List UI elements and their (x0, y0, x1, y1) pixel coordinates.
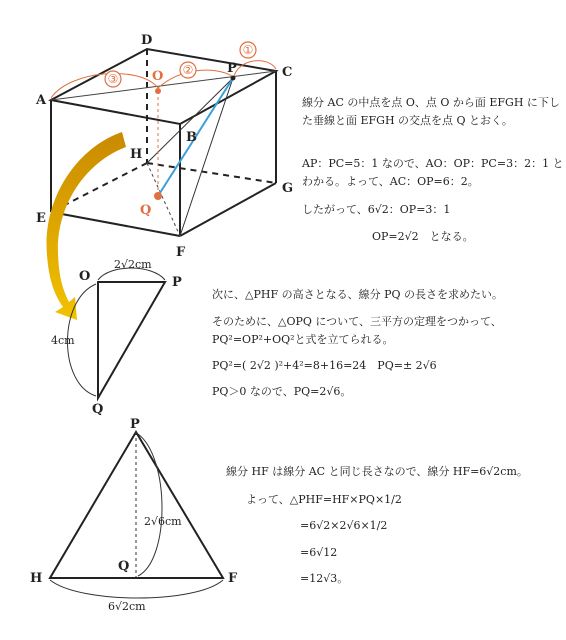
label-g: G (282, 181, 294, 196)
text-p5-line1: そのために、△OPQ について、三平方の定理をつかって、 (212, 315, 502, 328)
label-c: C (282, 65, 293, 80)
tri2-label-h: H (30, 571, 43, 586)
label-e: E (36, 211, 46, 226)
marker-2-text: ② (182, 63, 194, 77)
text-p8-line1: 線分 HF は線分 AC と同じ長さなので、線分 HF=6√2cm。 (226, 465, 528, 478)
marker-2 (180, 62, 196, 78)
cube-top-face (51, 49, 276, 124)
arc-hf-dim (50, 580, 223, 598)
text-p2-line1: AP：PC=5：1 なので、AO：OP：PC=3：2：1 と (302, 157, 564, 170)
dim-oq: 4cm (51, 334, 75, 347)
label-d: D (141, 33, 153, 48)
triangle-phf (30, 417, 238, 613)
marker-3 (105, 71, 121, 87)
label-h: H (130, 147, 143, 162)
tri2-label-q: Q (118, 559, 130, 574)
triangle-opq-outline (98, 282, 165, 398)
tri2-label-p: P (130, 417, 140, 432)
text-p3-line1: したがって、6√2：OP=3：1 (302, 203, 451, 216)
diagonal-ac (51, 71, 276, 100)
segment-hf-hidden (147, 163, 180, 236)
text-p2-line2: わかる。よって、AC：OP=6：2。 (302, 175, 479, 188)
text-p4-line1: 次に、△PHF の高さとなる、線分 PQ の長さを求めたい。 (212, 288, 503, 301)
dim-op: 2√2cm (114, 258, 152, 271)
point-o (155, 88, 161, 94)
text-p6-line1: PQ²=( 2√2 )²+4²=8+16=24 PQ=± 2√6 (212, 359, 437, 372)
text-p9-line2: =6√2×2√6×1/2 (300, 519, 388, 532)
point-p (231, 76, 236, 81)
text-p1-line1: 線分 AC の中点を点 O、点 O から面 EFGH に下し (302, 96, 560, 109)
transition-arrow (47, 132, 126, 320)
arc-ao (51, 73, 158, 98)
marker-1 (240, 42, 256, 58)
text-p9-line1: よって、△PHF=HF×PQ×1/2 (246, 493, 402, 506)
tri1-label-o: O (79, 269, 91, 284)
edge-fg (180, 183, 276, 236)
text-p9-line4: =12√3。 (300, 572, 349, 585)
label-q: Q (140, 203, 152, 218)
marker-3-text: ③ (107, 72, 119, 86)
tri1-label-p: P (172, 275, 182, 290)
edge-hg-hidden (147, 163, 276, 183)
label-p: P (227, 61, 237, 76)
curved-arrow-shape (47, 132, 126, 320)
text-p7-line1: PQ＞0 なので、PQ=2√6。 (212, 385, 352, 398)
text-p3-line2: OP=2√2 となる。 (372, 230, 474, 243)
text-p9-line3: =6√12 (300, 546, 338, 559)
text-p5-line2: PQ²=OP²+OQ²と式を立てられる。 (212, 333, 394, 346)
label-b: B (186, 130, 197, 145)
tri1-label-q: Q (92, 402, 104, 417)
marker-1-text: ① (242, 43, 254, 57)
segment-pf (180, 78, 233, 236)
label-a: A (36, 93, 47, 108)
dim-pq: 2√6cm (144, 515, 182, 528)
label-o: O (152, 69, 164, 84)
triangle-opq (51, 258, 182, 417)
text-p1-line2: た垂線と面 EFGH の交点を点 Q とおく。 (302, 114, 513, 127)
tri2-label-f: F (228, 571, 238, 586)
edge-ef (51, 212, 180, 236)
label-f: F (176, 245, 186, 260)
point-q (154, 192, 162, 200)
dim-hf: 6√2cm (108, 600, 146, 613)
cube-diagram (35, 33, 293, 260)
